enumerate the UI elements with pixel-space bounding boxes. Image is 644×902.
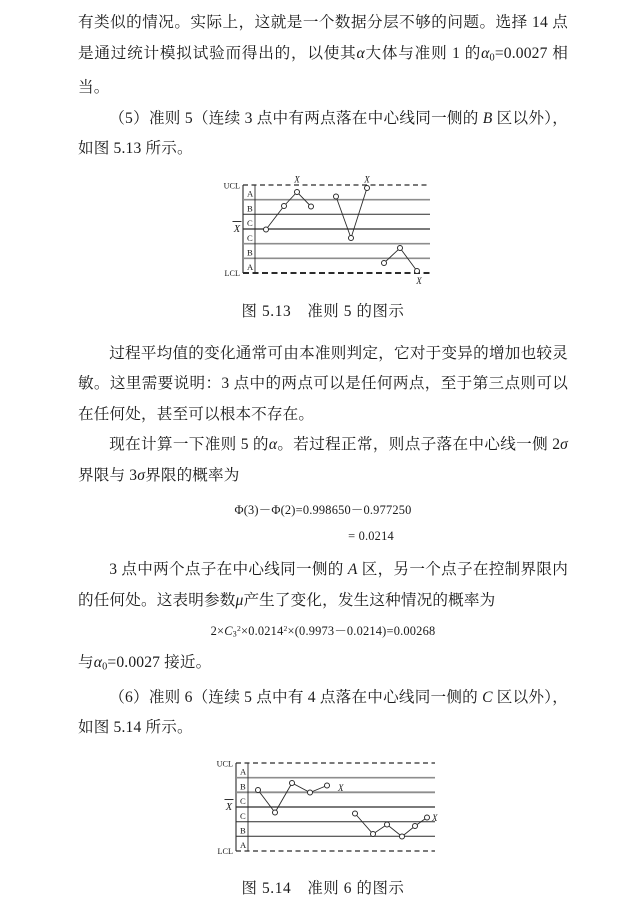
paragraph-alpha0-comparison	[78, 648, 568, 683]
data-line-run-1	[266, 192, 311, 230]
sigma-symbol: σ	[560, 436, 569, 454]
figure-5-13-title: 准则 5 的图示	[307, 302, 405, 320]
formula-mid: ×0.0214	[241, 624, 284, 639]
data-point	[400, 834, 405, 839]
formula-phi-difference: Φ(3)－Φ(2)=0.998650－0.977250	[234, 503, 412, 518]
center-line-label: X	[233, 223, 241, 235]
zone-a-text-c: 产生了变化，发生这种情况的概率为	[243, 591, 496, 609]
alpha-zero-subscript: 0	[102, 661, 108, 673]
data-point	[309, 204, 314, 209]
data-point	[353, 811, 358, 816]
zone-label-c-lower: C	[240, 810, 246, 821]
data-point	[385, 822, 390, 827]
figure-5-14-number: 图 5.14	[241, 879, 292, 897]
alpha-calc-b: 。若过程正常，则点子落在中心线一侧 2	[277, 436, 561, 454]
zone-c-italic: C	[482, 688, 493, 706]
figure-5-13-container	[78, 175, 568, 287]
data-point	[290, 780, 295, 785]
data-line-run-2	[336, 188, 367, 238]
data-point	[365, 185, 370, 190]
rule-5-text-a: （5）准则 5（连续 3 点中有两点落在中心线同一侧的	[109, 109, 483, 127]
data-line-run-1	[258, 783, 327, 813]
figure-5-13-caption	[78, 299, 568, 325]
formula-prefix: 2×	[210, 624, 225, 639]
data-point	[295, 189, 300, 194]
paragraph-zone-a-explanation	[78, 555, 568, 616]
annotation-x-marker: X	[416, 275, 422, 286]
figure-5-14-container	[78, 754, 568, 864]
center-line-label: X	[225, 801, 233, 813]
rule-5-text-b: 区以外），如图 5.13 所示。	[78, 109, 568, 158]
data-point	[382, 260, 387, 265]
data-point	[349, 235, 354, 240]
paragraph-continuation	[78, 8, 568, 104]
zone-label-a-upper: A	[240, 766, 247, 777]
figure-5-13-number: 图 5.13	[241, 302, 292, 320]
data-line-run-3	[384, 248, 417, 271]
zone-a-text-b: 区，另一个点子在控制界限内的任何处。这表明参数	[78, 561, 568, 609]
alpha-zero-subscript: 0	[489, 51, 495, 63]
data-point	[413, 823, 418, 828]
data-point	[334, 194, 339, 199]
zone-b-italic: B	[482, 109, 493, 127]
zone-label-b-upper: B	[240, 780, 246, 791]
combination-subscript: 3	[232, 629, 237, 639]
zone-label-b-lower: B	[240, 825, 246, 836]
zone-label-a-upper: A	[247, 188, 254, 199]
annotation-x-marker: X	[338, 782, 344, 793]
zone-label-c-upper: C	[240, 795, 246, 806]
alpha-zero-base: α	[481, 44, 490, 62]
formula-binomial-probability	[78, 616, 568, 648]
formula-tail: ×(0.9973－0.0214)=0.00268	[287, 624, 436, 639]
ucl-label: UCL	[223, 181, 240, 191]
data-point	[264, 227, 269, 232]
zone-label-a-lower: A	[247, 261, 254, 272]
data-point	[398, 245, 403, 250]
paragraph-process-mean: 过程平均值的变化通常可由本准则判定，它对于变异的增加也较灵敏。这里需要说明：3 点中的两点可以是任何两点，至于第三点则可以在任何处，甚至可以根本不存在。	[78, 344, 568, 423]
formula-phi-result: = 0.0214	[348, 529, 394, 544]
paragraph-1-run: 有类似的情况。实际上，这就是一个数据分层不够的问题。选择 14 点是通过统计模拟试验而得出的，以使其	[78, 14, 568, 62]
data-point	[371, 831, 376, 836]
mu-symbol: μ	[235, 591, 244, 609]
data-point	[325, 783, 330, 788]
paragraph-rule-5-intro	[78, 104, 568, 165]
paragraph-1-mid: 大体与准则 1 的	[364, 44, 482, 62]
paragraph-rule-6-intro	[78, 683, 568, 744]
alpha-calc-a: 现在计算一下准则 5 的	[109, 436, 269, 454]
sigma-symbol: σ	[137, 466, 146, 484]
zone-label-c-upper: C	[247, 217, 253, 228]
ucl-label: UCL	[216, 759, 233, 769]
lcl-label: LCL	[224, 268, 240, 278]
control-chart-5-13	[208, 175, 438, 287]
alpha-symbol: α	[268, 436, 278, 454]
comparison-b: =0.0027 接近。	[107, 653, 212, 671]
zone-label-b-upper: B	[247, 203, 253, 214]
page-content-column	[78, 8, 568, 902]
annotation-x-marker: X	[294, 174, 300, 185]
control-chart-5-14	[203, 754, 443, 864]
annotation-x-marker: X	[432, 812, 438, 823]
data-point	[425, 815, 430, 820]
zone-label-a-lower: A	[240, 839, 247, 850]
alpha-symbol: α	[356, 44, 365, 62]
paragraph-alpha-calc	[78, 430, 568, 491]
alpha-zero-base: α	[93, 653, 103, 671]
rule-6-text-a: （6）准则 6（连续 5 点中有 4 点落在中心线同一侧的	[109, 688, 483, 706]
alpha-calc-d: 界限的概率为	[145, 466, 240, 484]
data-point	[273, 810, 278, 815]
paragraph-1-tail: =0.0027 相当。	[78, 44, 568, 97]
combination-superscript: 2	[236, 624, 242, 634]
lcl-label: LCL	[217, 846, 233, 856]
zone-label-b-lower: B	[247, 247, 253, 258]
zone-label-c-lower: C	[247, 232, 253, 243]
figure-5-14-caption	[78, 876, 568, 902]
combination-symbol: C	[224, 624, 233, 639]
data-point	[282, 203, 287, 208]
zone-a-text-a: 3 点中两个点子在中心线同一侧的	[109, 561, 348, 579]
formula-exponent: 2	[283, 624, 288, 634]
alpha-calc-c: 界限与 3	[78, 466, 138, 484]
annotation-x-marker: X	[364, 174, 370, 185]
figure-5-14-title: 准则 6 的图示	[307, 879, 405, 897]
rule-6-text-b: 区以外），如图 5.14 所示。	[78, 688, 568, 737]
comparison-a: 与	[78, 653, 94, 671]
zone-a-italic: A	[347, 561, 358, 579]
data-point	[256, 787, 261, 792]
data-point	[415, 268, 420, 273]
data-point	[308, 790, 313, 795]
